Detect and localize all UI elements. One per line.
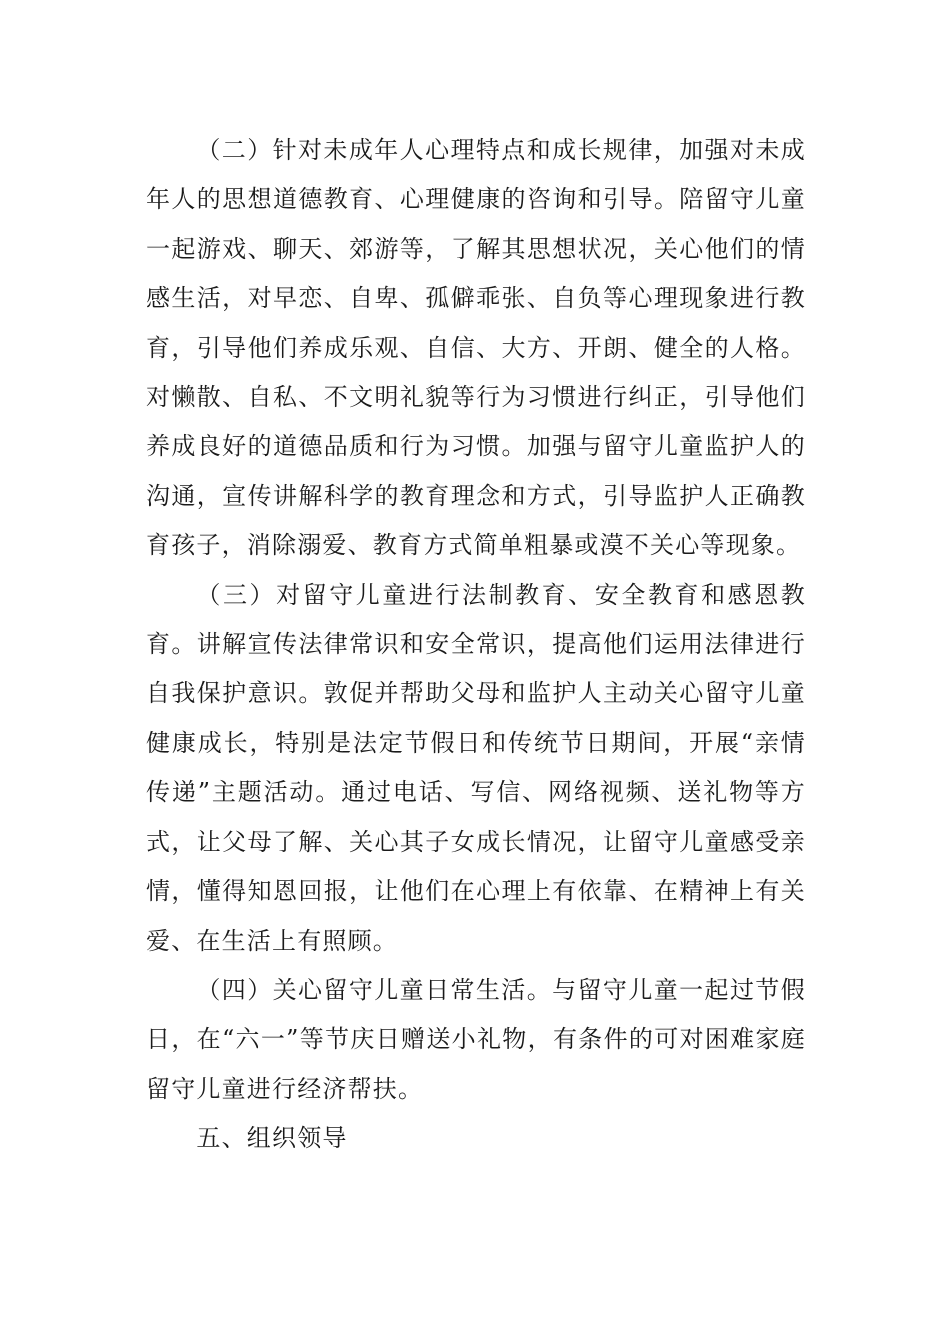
document-body [146,126,806,1164]
paragraph-2: （二）针对未成年人心理特点和成长规律，加强对未成年人的思想道德教育、心理健康的咨询和引导。陪留守儿童一起游戏、聊天、郊游等，了解其思想状况，关心他们的情感生活，对早恋、自卑、孤僻乖张、自负等心理现象进行教育，引导他们养成乐观、自信、大方、开朗、健全的人格。对懒散、自私、不文明礼貌等行为习惯进行纠正，引导他们养成良好的道德品质和行为习惯。加强与留守儿童监护人的沟通，宣传讲解科学的教育理念和方式，引导监护人正确教育孩子，消除溺爱、教育方式简单粗暴或漠不关心等现象。 [146,136,806,560]
section-heading: 五、组织领导 [196,1124,348,1153]
paragraph-3: （三）对留守儿童进行法制教育、安全教育和感恩教育。讲解宣传法律常识和安全常识，提高他们运用法律进行自我保护意识。敦促并帮助父母和监护人主动关心留守儿童健康成长，特别是法定节假日和传统节日期间，开展“亲情传递”主题活动。通过电话、写信、网络视频、送礼物等方式，让父母了解、关心其子女成长情况，让留守儿童感受亲情，懂得知恩回报，让他们在心理上有依靠、在精神上有关爱、在生活上有照顾。 [146,580,806,955]
paragraph-4: （四）关心留守儿童日常生活。与留守儿童一起过节假日，在“六一”等节庆日赠送小礼物，有条件的可对困难家庭留守儿童进行经济帮扶。 [146,975,806,1103]
